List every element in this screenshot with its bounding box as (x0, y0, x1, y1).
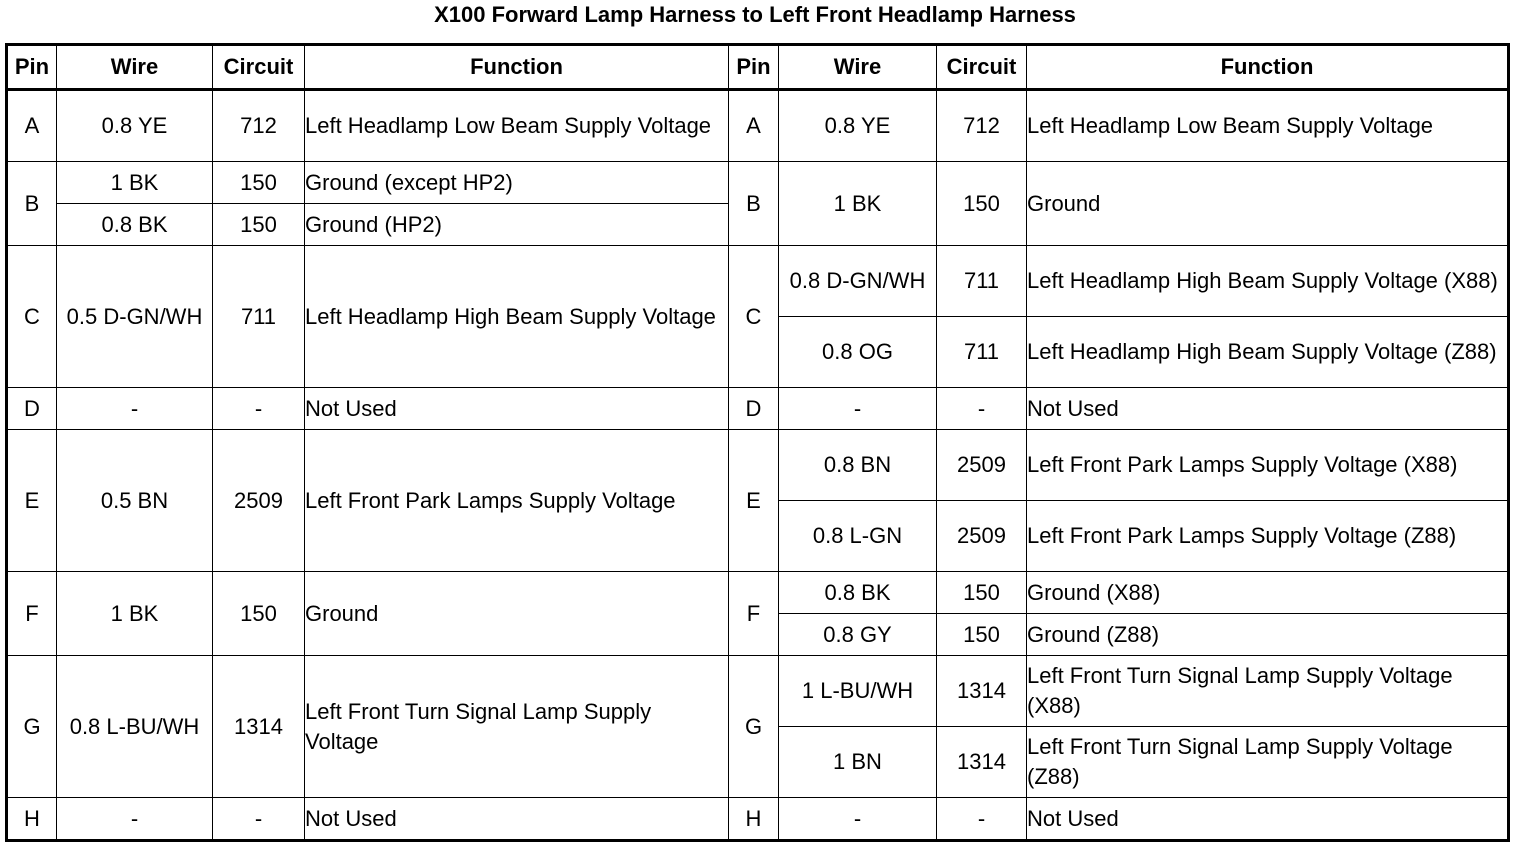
right-pin: B (729, 162, 779, 246)
left-pin: G (7, 656, 57, 798)
right-function: Left Front Turn Signal Lamp Supply Voltage (X88) (1027, 656, 1509, 727)
left-pin: A (7, 90, 57, 162)
right-function: Left Front Park Lamps Supply Voltage (Z88) (1027, 501, 1509, 572)
left-function: Left Headlamp High Beam Supply Voltage (305, 246, 729, 388)
right-circuit: 2509 (937, 430, 1027, 501)
left-wire: 0.8 L-BU/WH (57, 656, 213, 798)
left-wire: - (57, 798, 213, 841)
left-wire: - (57, 388, 213, 430)
right-circuit: 150 (937, 162, 1027, 246)
right-pin: E (729, 430, 779, 572)
right-pin: F (729, 572, 779, 656)
right-circuit: - (937, 798, 1027, 841)
right-function: Left Front Turn Signal Lamp Supply Voltage (Z88) (1027, 727, 1509, 798)
right-function: Not Used (1027, 388, 1509, 430)
right-circuit: 1314 (937, 656, 1027, 727)
right-circuit: - (937, 388, 1027, 430)
header-circuit-left: Circuit (213, 45, 305, 90)
left-circuit: - (213, 388, 305, 430)
header-pin-right: Pin (729, 45, 779, 90)
right-function: Left Front Park Lamps Supply Voltage (X88) (1027, 430, 1509, 501)
right-wire: 0.8 GY (779, 614, 937, 656)
table-row-f (7, 572, 1509, 614)
table-row-d (7, 388, 1509, 430)
left-circuit: 2509 (213, 430, 305, 572)
right-circuit: 711 (937, 317, 1027, 388)
left-pin: H (7, 798, 57, 841)
right-wire: - (779, 798, 937, 841)
left-pin: F (7, 572, 57, 656)
left-circuit: 150 (213, 204, 305, 246)
left-pin: B (7, 162, 57, 246)
right-pin: G (729, 656, 779, 798)
header-wire-left: Wire (57, 45, 213, 90)
right-circuit: 1314 (937, 727, 1027, 798)
right-wire: 0.8 L-GN (779, 501, 937, 572)
right-wire: 1 L-BU/WH (779, 656, 937, 727)
left-circuit: - (213, 798, 305, 841)
left-wire: 0.8 YE (57, 90, 213, 162)
right-pin: C (729, 246, 779, 388)
right-function: Ground (1027, 162, 1509, 246)
header-pin-left: Pin (7, 45, 57, 90)
left-wire: 1 BK (57, 572, 213, 656)
left-pin: E (7, 430, 57, 572)
left-pin: D (7, 388, 57, 430)
right-wire: 1 BN (779, 727, 937, 798)
left-circuit: 150 (213, 572, 305, 656)
right-circuit: 150 (937, 614, 1027, 656)
right-wire: 1 BK (779, 162, 937, 246)
pinout-table (5, 43, 1510, 842)
right-circuit: 712 (937, 90, 1027, 162)
page-title: X100 Forward Lamp Harness to Left Front Headlamp Harness (434, 2, 1076, 27)
right-wire: 0.8 BK (779, 572, 937, 614)
right-wire: - (779, 388, 937, 430)
left-wire: 0.5 D-GN/WH (57, 246, 213, 388)
header-circuit-right: Circuit (937, 45, 1027, 90)
left-wire: 0.8 BK (57, 204, 213, 246)
right-function: Ground (Z88) (1027, 614, 1509, 656)
right-wire: 0.8 BN (779, 430, 937, 501)
header-function-right: Function (1027, 45, 1509, 90)
left-function: Ground (HP2) (305, 204, 729, 246)
table-row-g (7, 656, 1509, 727)
right-pin: D (729, 388, 779, 430)
left-function: Ground (except HP2) (305, 162, 729, 204)
left-function: Left Front Park Lamps Supply Voltage (305, 430, 729, 572)
right-circuit: 2509 (937, 501, 1027, 572)
table-row-h (7, 798, 1509, 841)
header-function-left: Function (305, 45, 729, 90)
table-row-a (7, 90, 1509, 162)
right-function: Left Headlamp High Beam Supply Voltage (X88) (1027, 246, 1509, 317)
left-function: Not Used (305, 798, 729, 841)
right-function: Ground (X88) (1027, 572, 1509, 614)
right-circuit: 711 (937, 246, 1027, 317)
right-pin: A (729, 90, 779, 162)
left-function: Left Front Turn Signal Lamp Supply Voltage (305, 656, 729, 798)
left-function: Ground (305, 572, 729, 656)
left-circuit: 1314 (213, 656, 305, 798)
right-wire: 0.8 OG (779, 317, 937, 388)
table-row-c (7, 246, 1509, 317)
table-row-e (7, 430, 1509, 501)
left-wire: 1 BK (57, 162, 213, 204)
left-circuit: 712 (213, 90, 305, 162)
right-function: Not Used (1027, 798, 1509, 841)
right-wire: 0.8 YE (779, 90, 937, 162)
left-function: Left Headlamp Low Beam Supply Voltage (305, 90, 729, 162)
left-function: Not Used (305, 388, 729, 430)
left-wire: 0.5 BN (57, 430, 213, 572)
header-wire-right: Wire (779, 45, 937, 90)
right-pin: H (729, 798, 779, 841)
right-wire: 0.8 D-GN/WH (779, 246, 937, 317)
right-circuit: 150 (937, 572, 1027, 614)
left-pin: C (7, 246, 57, 388)
right-function: Left Headlamp High Beam Supply Voltage (Z88) (1027, 317, 1509, 388)
header-row (7, 45, 1509, 90)
table-row-b (7, 162, 1509, 204)
left-circuit: 711 (213, 246, 305, 388)
right-function: Left Headlamp Low Beam Supply Voltage (1027, 90, 1509, 162)
left-circuit: 150 (213, 162, 305, 204)
